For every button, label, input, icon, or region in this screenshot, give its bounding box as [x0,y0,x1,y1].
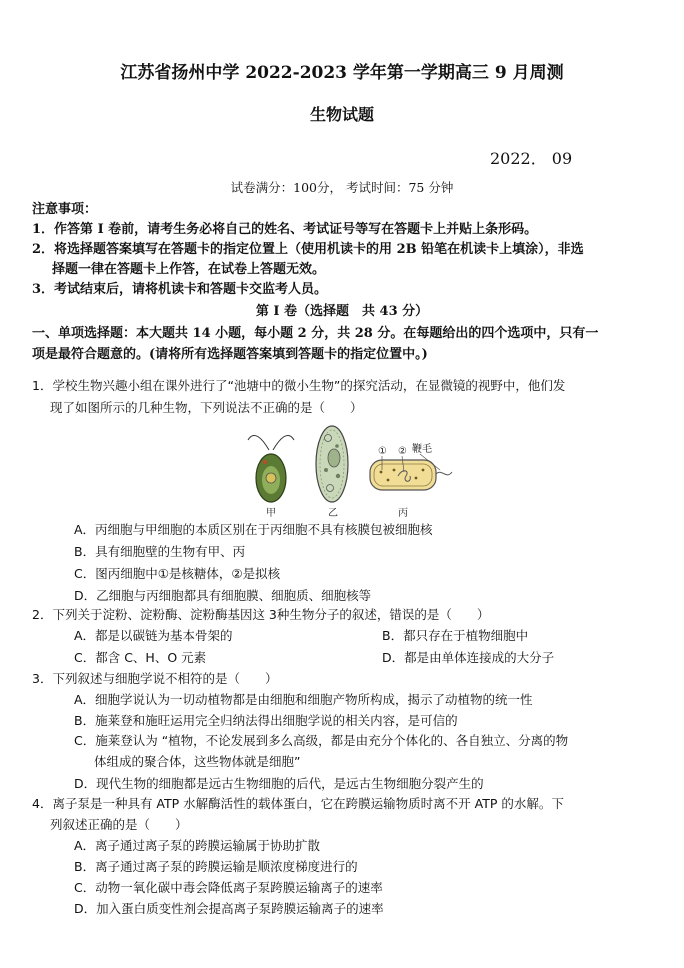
q4-option-a: A．离子通过离子泵的跨膜运输属于协助扩散 [74,838,321,853]
section-intro-line-1: 一、单项选择题：本大题共 14 小题，每小题 2 分，共 28 分。在每题给出的四个选项中，只有一 [32,326,599,341]
q3-option-c-line-1: C．施莱登认为 “植物，不论发展到多么高级，都是由充分个体化的、各自独立、分离的物 [74,733,569,748]
q1-stem-line-2: 现了如图所示的几种生物，下列说法不正确的是（ ） [50,400,363,415]
organism-jia-figure [248,435,294,502]
q2-option-d: D．都是由单体连接成的大分子 [382,650,555,665]
q2-option-b: B．都只存在于植物细胞中 [382,628,529,643]
section-title: 第 Ⅰ 卷（选择题 共 43 分） [255,304,429,319]
organism-bing-figure [370,442,452,490]
q1-option-d: D．乙细胞与丙细胞都具有细胞膜、细胞质、细胞核等 [74,588,372,603]
q3-stem: 3．下列叙述与细胞学说不相符的是（ ） [32,671,278,686]
notice-item-2-line-1: 2．将选择题答案填写在答题卡的指定位置上（使用机读卡的用 2B 铅笔在机读卡上填涂），非选 [32,242,584,257]
figure-label-bianmao: 鞭毛 [412,444,432,455]
q4-option-d: D．加入蛋白质变性剂会提高离子泵跨膜运输离子的速率 [74,901,384,916]
q1-option-b: B．具有细胞壁的生物有甲、丙 [74,544,246,559]
q4-stem-line-1: 4．离子泵是一种具有 ATP 水解酶活性的载体蛋白，它在跨膜运输物质时离不开 ATP 的水解。下 [32,796,564,811]
q1-option-c: C．图丙细胞中①是核糖体，②是拟核 [74,566,281,581]
notice-heading: 注意事项： [32,202,98,217]
q1-stem-line-1: 1．学校生物兴趣小组在课外进行了“池塘中的微小生物”的探究活动，在显微镜的视野中，他们发 [32,378,566,393]
q4-option-b: B．离子通过离子泵的跨膜运输是顺浓度梯度进行的 [74,859,358,874]
exam-date: 2022． 09 [490,149,573,168]
organism-yi-figure [316,426,348,502]
q4-option-c: C．动物一氧化碳中毒会降低离子泵跨膜运输离子的速率 [74,880,383,895]
notice-item-1: 1．作答第 I 卷前，请考生务必将自己的姓名、考试证号等写在答题卡上并贴上条形码。 [32,222,538,237]
section-intro-line-2: 项是最符合题意的。(请将所有选择题答案填到答题卡的指定位置中。) [32,347,428,362]
q3-option-d: D．现代生物的细胞都是远古生物细胞的后代，是远古生物细胞分裂产生的 [74,776,484,791]
q2-stem: 2．下列关于淀粉、淀粉酶、淀粉酶基因这 3种生物分子的叙述，错误的是（ ） [32,607,490,622]
q1-figure [240,420,460,518]
notice-item-3: 3．考试结束后，请将机读卡和答题卡交监考人员。 [32,282,328,297]
q1-option-a: A．丙细胞与甲细胞的本质区别在于丙细胞不具有核膜包被细胞核 [74,522,433,537]
q2-option-a: A．都是以碳链为基本骨架的 [74,628,233,643]
q3-option-a: A．细胞学说认为一切动植物都是由细胞和细胞产物所构成，揭示了动植物的统一性 [74,692,533,707]
figure-label-circle-1: ① [378,446,387,457]
figure-label-yi: 乙 [328,508,338,518]
exam-subtitle: 生物试题 [309,105,374,124]
figure-label-circle-2: ② [398,446,407,457]
q3-option-b: B．施莱登和施旺运用完全归纳法得出细胞学说的相关内容，是可信的 [74,713,458,728]
notice-item-2-line-2: 择题一律在答题卡上作答，在试卷上答题无效。 [52,262,326,277]
q4-stem-line-2: 列叙述正确的是（ ） [50,817,188,832]
q3-option-c-line-2: 体组成的聚合体，这些物体就是细胞” [94,754,301,769]
exam-info: 试卷满分：100分， 考试时间：75 分钟 [230,180,454,195]
figure-label-jia: 甲 [266,508,276,518]
exam-title: 江苏省扬州中学 2022-2023 学年第一学期高三 9 月周测 [120,63,564,83]
figure-label-bing: 丙 [398,508,408,518]
q2-option-c: C．都含 C、H、O 元素 [74,650,207,665]
